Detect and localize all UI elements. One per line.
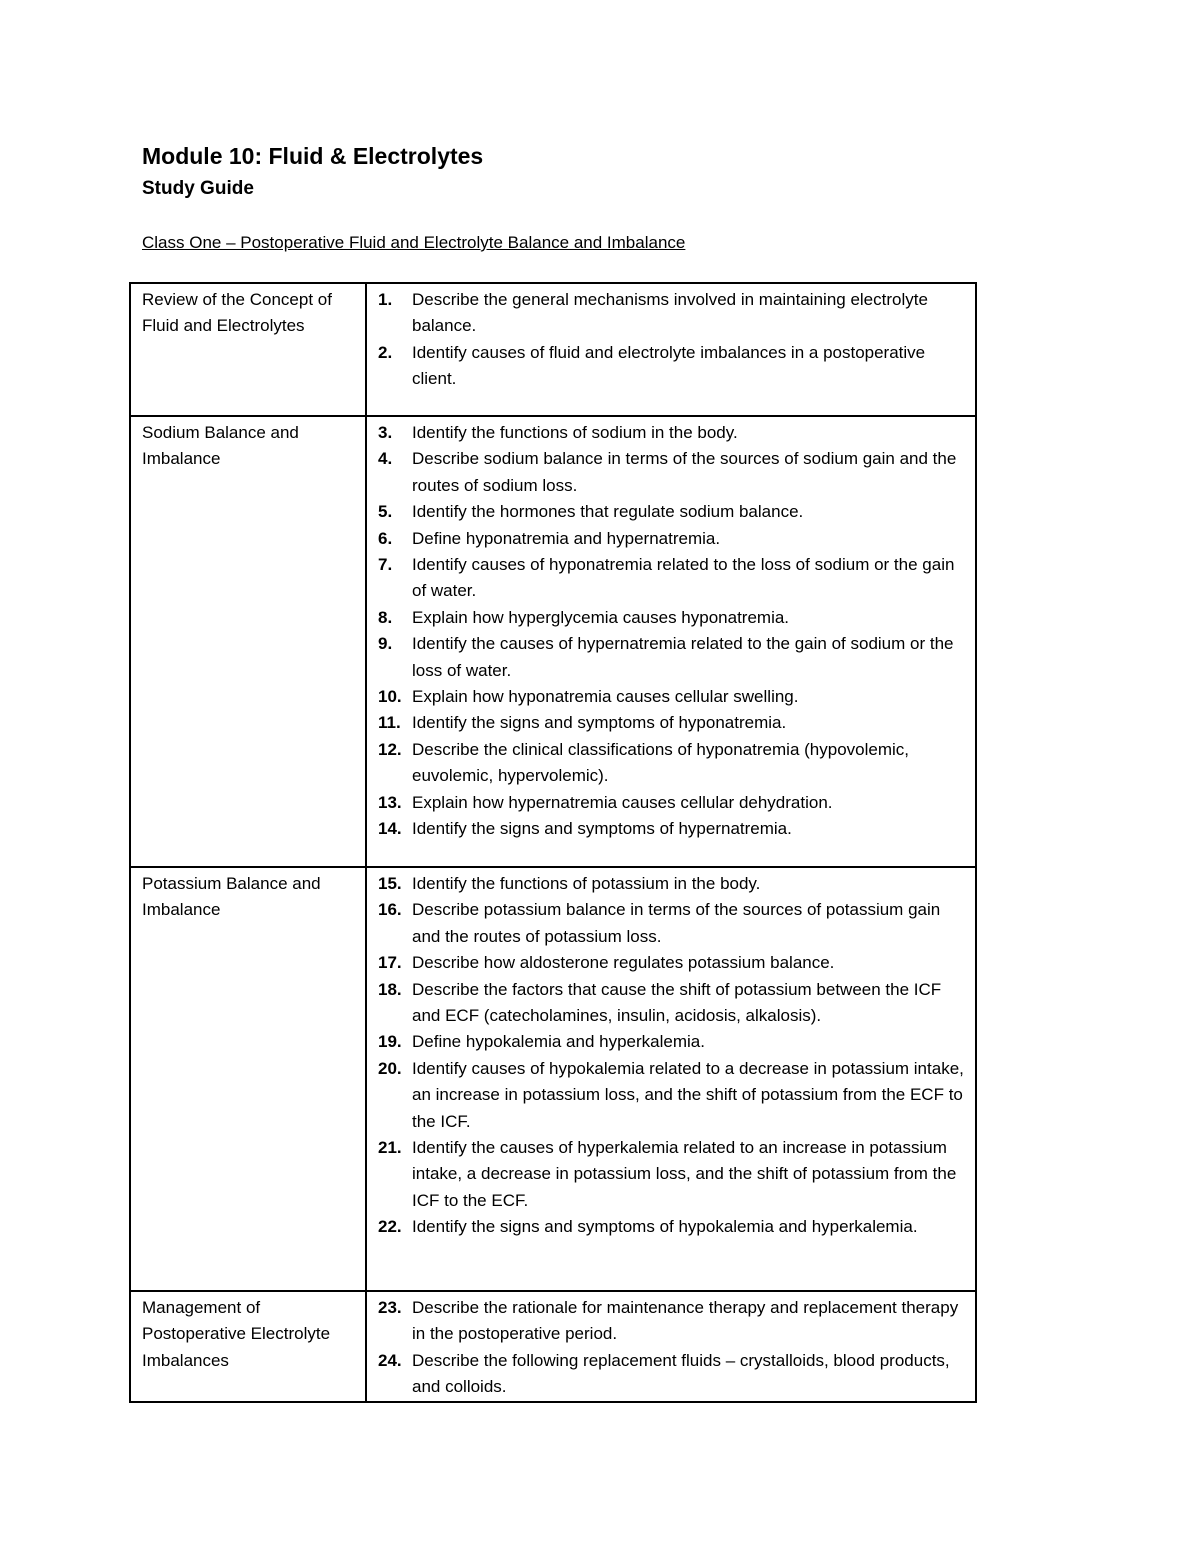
objectives-cell [366,416,976,867]
objective-list [378,1295,965,1401]
objective-number: 23. [378,1298,402,1317]
objective-text: Identify the hormones that regulate sodium balance. [412,502,804,522]
objective-number: 10. [378,687,402,707]
table-row [130,1291,976,1402]
objective-text: Explain how hypernatremia causes cellular dehydration. [412,792,833,812]
objective-item [378,790,965,816]
document-title: Module 10: Fluid & Electrolytes [142,143,484,169]
objective-text: Identify the functions of potassium in the body. [412,874,761,893]
objective-number: 17. [378,953,402,973]
objective-text: Identify the causes of hyperkalemia related to an increase in potassium intake, a decrease in potassium loss, and the shift of potassium from the ICF to the ECF. [412,1138,957,1210]
objective-item [378,684,965,710]
objective-text: Describe potassium balance in terms of the sources of potassium gain and the routes of potassium loss. [412,900,941,946]
objective-item [378,499,965,525]
table-row [130,283,976,416]
objective-item [378,552,965,605]
objective-number: 24. [378,1350,402,1370]
study-guide-table [129,282,977,1403]
objective-item [378,287,965,340]
objective-number: 21. [378,1138,402,1158]
objective-text: Describe the general mechanisms involved in maintaining electrolyte balance. [412,290,928,336]
objective-number: 22. [378,1217,402,1237]
objectives-cell [366,1291,976,1402]
objective-number: 20. [378,1058,402,1078]
objective-text: Describe the following replacement fluids – crystalloids, blood products, and colloids. [412,1350,950,1397]
objective-item [378,526,965,552]
objective-number: 13. [378,792,402,812]
objective-item [378,950,965,976]
objective-number: 15. [378,874,402,893]
objective-text: Describe the clinical classifications of hyponatremia (hypovolemic, euvolemic, hypervolemic). [412,739,909,786]
objective-text: Describe sodium balance in terms of the sources of sodium gain and the routes of sodium loss. [412,449,957,495]
objective-number: 1. [378,290,393,309]
topic-cell: Sodium Balance and Imbalance [130,416,366,867]
objective-text: Identify the functions of sodium in the body. [412,423,738,442]
objective-text: Explain how hyponatremia causes cellular swelling. [412,687,799,707]
topic-cell: Management of Postoperative Electrolyte Imbalances [130,1291,366,1402]
objective-number: 12. [378,739,402,759]
objectives-cell [366,283,976,416]
objective-number: 9. [378,634,393,654]
objective-item [378,710,965,736]
objective-text: Identify the signs and symptoms of hypernatremia. [412,819,792,839]
objectives-cell [366,867,976,1291]
objective-text: Describe the rationale for maintenance therapy and replacement therapy in the postoperative period. [412,1298,959,1344]
objective-text: Explain how hyperglycemia causes hyponatremia. [412,607,790,627]
objective-text: Identify the causes of hypernatremia related to the gain of sodium or the loss of water. [412,634,954,680]
objective-item [378,897,965,950]
objective-number: 7. [378,555,393,575]
objective-number: 11. [378,713,401,733]
objective-item [378,816,965,842]
objective-item [378,446,965,499]
objective-text: Describe how aldosterone regulates potassium balance. [412,953,835,973]
topic-cell: Potassium Balance and Imbalance [130,867,366,1291]
objective-text: Define hypokalemia and hyperkalemia. [412,1032,705,1052]
objective-text: Identify the signs and symptoms of hyponatremia. [412,713,787,733]
objective-item [378,1348,965,1401]
objective-list [378,871,965,1241]
objective-text: Identify causes of fluid and electrolyte imbalances in a postoperative client. [412,342,926,389]
objective-list [378,287,965,393]
objective-number: 2. [378,342,393,362]
objective-number: 16. [378,900,402,920]
objective-item [378,1135,965,1214]
objective-number: 6. [378,528,393,548]
objective-item [378,1295,965,1348]
objective-text: Define hyponatremia and hypernatremia. [412,528,721,548]
objective-text: Identify causes of hypokalemia related to a decrease in potassium intake, an increase in potassium loss, and the shift of potassium from the ECF to the ICF. [412,1058,964,1131]
study-guide-table-body [130,283,976,1402]
objective-item [378,605,965,631]
objective-number: 18. [378,979,402,999]
table-row [130,867,976,1291]
objective-item [378,1056,965,1135]
objective-item [378,871,965,897]
objective-item [378,420,965,446]
topic-cell: Review of the Concept of Fluid and Electrolytes [130,283,366,416]
objective-number: 14. [378,819,402,839]
objective-item [378,1029,965,1055]
class-heading: Class One – Postoperative Fluid and Electrolyte Balance and Imbalance [142,233,686,252]
table-row [130,416,976,867]
objective-text: Identify the signs and symptoms of hypokalemia and hyperkalemia. [412,1217,918,1237]
objective-text: Identify causes of hyponatremia related to the loss of sodium or the gain of water. [412,555,955,601]
objective-item [378,340,965,393]
objective-text: Describe the factors that cause the shift of potassium between the ICF and ECF (catecholamines, insulin, acidosis, alkalosis). [412,979,942,1026]
objective-number: 19. [378,1032,402,1052]
objective-item [378,737,965,790]
objective-item [378,631,965,684]
objective-list [378,420,965,843]
objective-number: 3. [378,423,393,442]
objective-item [378,1214,965,1240]
objective-number: 5. [378,502,393,522]
document-subtitle: Study Guide [142,178,254,199]
objective-item [378,977,965,1030]
objective-number: 4. [378,449,393,469]
objective-number: 8. [378,607,393,627]
